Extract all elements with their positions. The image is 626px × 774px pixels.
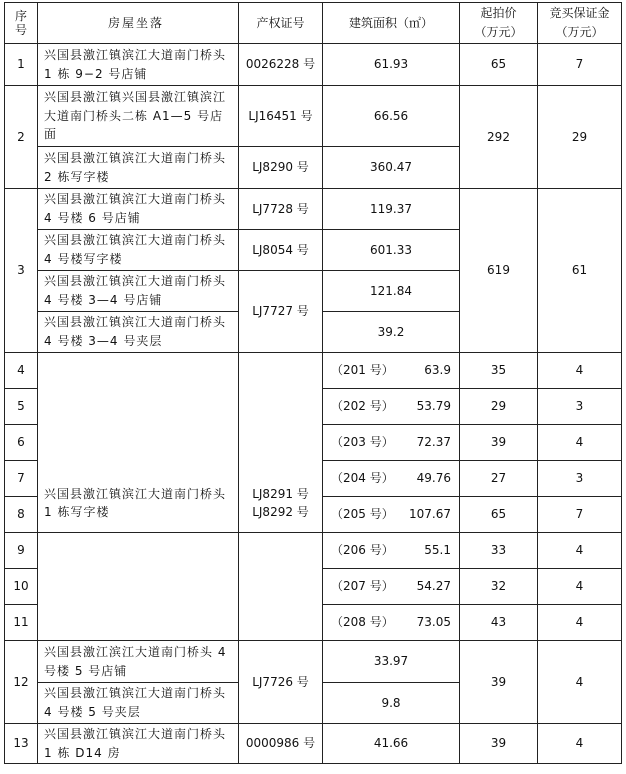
header-cert: 产权证号 xyxy=(239,3,323,44)
cell-deposit: 3 xyxy=(538,461,622,497)
cell-deposit: 4 xyxy=(538,605,622,641)
cell-seq: 13 xyxy=(5,724,38,764)
cell-area: 33.97 xyxy=(323,641,460,683)
cell-cert: 0026228 号 xyxy=(239,44,323,86)
cell-location: 兴国县激江镇滨江大道南门桥头 4 号楼 3—4 号店铺 xyxy=(38,271,239,312)
header-location: 房屋坐落 xyxy=(38,3,239,44)
cell-location: 兴国县激江镇滨江大道南门桥头 4 号楼 3—4 号夹层 xyxy=(38,312,239,353)
cell-deposit: 7 xyxy=(538,497,622,533)
table-row xyxy=(5,641,622,683)
header-deposit: 竞买保证金 （万元） xyxy=(538,3,622,44)
cell-deposit: 29 xyxy=(538,86,622,189)
cell-area: （201 号） 63.9 xyxy=(323,353,460,389)
cell-area: （208 号） 73.05 xyxy=(323,605,460,641)
cell-start-price: 33 xyxy=(460,533,538,569)
cell-seq: 12 xyxy=(5,641,38,724)
table-header-row xyxy=(5,3,622,44)
cell-seq: 3 xyxy=(5,189,38,353)
cell-area: 119.37 xyxy=(323,189,460,230)
cell-seq: 9 xyxy=(5,533,38,569)
table-row xyxy=(5,189,622,230)
cell-deposit: 4 xyxy=(538,353,622,389)
cell-cert: LJ7727 号 xyxy=(239,271,323,353)
cell-area: （203 号） 72.37 xyxy=(323,425,460,461)
cell-deposit: 4 xyxy=(538,533,622,569)
cell-deposit: 7 xyxy=(538,44,622,86)
cell-area: 41.66 xyxy=(323,724,460,764)
cell-location: 兴国县激江镇滨江大道南门桥头 2 栋写字楼 xyxy=(38,147,239,189)
table-row xyxy=(5,44,622,86)
cell-location: 兴国县激江镇滨江大道南门桥头 4 号楼写字楼 xyxy=(38,230,239,271)
cell-start-price: 43 xyxy=(460,605,538,641)
cell-seq: 6 xyxy=(5,425,38,461)
cell-start-price: 292 xyxy=(460,86,538,189)
cell-cert-empty xyxy=(239,533,323,641)
table-row xyxy=(5,724,622,764)
cell-cert: LJ7728 号 xyxy=(239,189,323,230)
header-start-price: 起拍价 （万元） xyxy=(460,3,538,44)
cell-seq: 1 xyxy=(5,44,38,86)
cell-start-price: 39 xyxy=(460,641,538,724)
cell-area: 360.47 xyxy=(323,147,460,189)
cell-area: 9.8 xyxy=(323,683,460,724)
cell-start-price: 65 xyxy=(460,44,538,86)
cell-location: 兴国县激江镇滨江大道南门桥头 1 栋写字楼 xyxy=(38,353,239,533)
header-seq: 序号 xyxy=(5,3,38,44)
cell-cert: 0000986 号 xyxy=(239,724,323,764)
table-row xyxy=(5,533,622,569)
cell-location: 兴国县激江镇滨江大道南门桥头 4 号楼 5 号夹层 xyxy=(38,683,239,724)
cell-area: 39.2 xyxy=(323,312,460,353)
cell-seq: 2 xyxy=(5,86,38,189)
cell-area: 61.93 xyxy=(323,44,460,86)
cell-location: 兴国县激江滨江大道南门桥头 4 号楼 5 号店铺 xyxy=(38,641,239,683)
cell-start-price: 35 xyxy=(460,353,538,389)
cell-location: 兴国县激江镇兴国县激江镇滨江大道南门桥头二栋 A1—5 号店面 xyxy=(38,86,239,147)
header-area: 建筑面积（㎡） xyxy=(323,3,460,44)
cell-start-price: 27 xyxy=(460,461,538,497)
cell-seq: 10 xyxy=(5,569,38,605)
cell-location: 兴国县激江镇滨江大道南门桥头 4 号楼 6 号店铺 xyxy=(38,189,239,230)
cell-seq: 11 xyxy=(5,605,38,641)
cell-cert: LJ16451 号 xyxy=(239,86,323,147)
cell-deposit: 4 xyxy=(538,641,622,724)
cell-start-price: 39 xyxy=(460,425,538,461)
cell-area: （207 号） 54.27 xyxy=(323,569,460,605)
cell-seq: 5 xyxy=(5,389,38,425)
cell-cert: LJ8054 号 xyxy=(239,230,323,271)
cell-cert: LJ8291 号 LJ8292 号 xyxy=(239,353,323,533)
cell-area: （205 号） 107.67 xyxy=(323,497,460,533)
cell-deposit: 4 xyxy=(538,724,622,764)
cell-area: 601.33 xyxy=(323,230,460,271)
cell-location-empty xyxy=(38,533,239,641)
cell-location: 兴国县激江镇滨江大道南门桥头 1 栋 D14 房 xyxy=(38,724,239,764)
cell-start-price: 65 xyxy=(460,497,538,533)
cell-location: 兴国县激江镇滨江大道南门桥头 1 栋 9−2 号店铺 xyxy=(38,44,239,86)
cell-cert: LJ7726 号 xyxy=(239,641,323,724)
cell-start-price: 619 xyxy=(460,189,538,353)
property-auction-table xyxy=(4,2,622,764)
cell-deposit: 4 xyxy=(538,425,622,461)
table-row xyxy=(5,353,622,389)
cell-area: （206 号） 55.1 xyxy=(323,533,460,569)
cell-start-price: 39 xyxy=(460,724,538,764)
cell-deposit: 61 xyxy=(538,189,622,353)
cell-area: （202 号） 53.79 xyxy=(323,389,460,425)
cell-deposit: 4 xyxy=(538,569,622,605)
table-row xyxy=(5,86,622,147)
cell-seq: 4 xyxy=(5,353,38,389)
cell-start-price: 29 xyxy=(460,389,538,425)
cell-deposit: 3 xyxy=(538,389,622,425)
cell-area: 66.56 xyxy=(323,86,460,147)
cell-area: 121.84 xyxy=(323,271,460,312)
cell-seq: 7 xyxy=(5,461,38,497)
cell-start-price: 32 xyxy=(460,569,538,605)
cell-area: （204 号） 49.76 xyxy=(323,461,460,497)
cell-cert: LJ8290 号 xyxy=(239,147,323,189)
cell-seq: 8 xyxy=(5,497,38,533)
